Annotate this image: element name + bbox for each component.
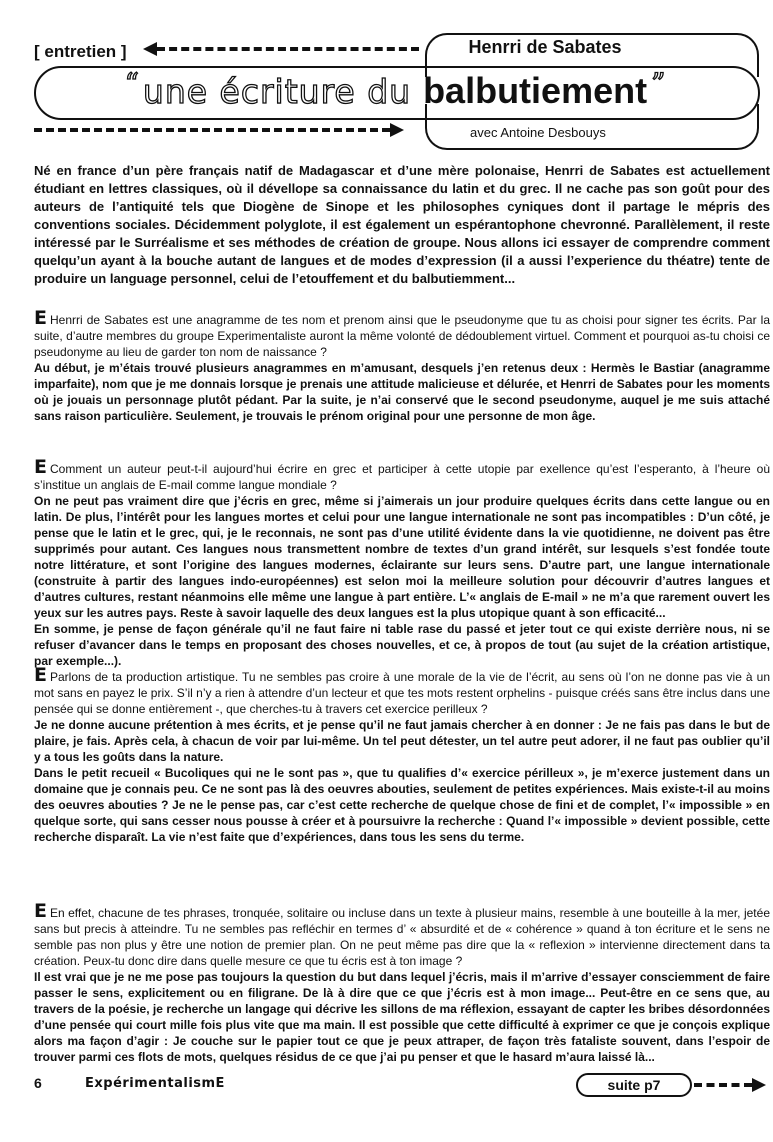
interviewer-credit: avec Antoine Desbouys xyxy=(470,125,606,140)
answer: Au début, je m’étais trouvé plusieurs anagrammes en m’amusant, desquels j’en retenus deux : Hermès le Bastiar (anagramme imparfaite), nom que je me donnais lorsque je prenais une attitude malicieuse et délurée, et Henrri de Sabates pour les moments où je jouais un personnage plutôt pédant. Par la suite, je n’ai conservé que le second pseudonyme, auquel je me suis attaché sans raison particulière. Seulement, je trouvais le prénom original pour une personne de mon âge. xyxy=(34,361,770,423)
question-text: En effet, chacune de tes phrases, tronquée, solitaire ou incluse dans un texte à plusieur mains, resemble à une bouteille à la mer, jetée sans but precis à atteindre. Tu ne sembles pas refléchir en termes d’ « absurdité et de « cohérence » quand à ton écriture et le sens ne semble pas non plus y être une notion de premier plan. On ne peut même pas dire que la « reflexion » intervienne directement dans ta création. Peux-tu donc dire dans quelle mesure ce que tu écris est à ton image ? xyxy=(34,906,770,968)
qa-section-3 xyxy=(34,664,770,845)
author-name: Henrri de Sabates xyxy=(468,37,622,57)
arrow-left-icon xyxy=(143,42,157,56)
title-quote-open: “ xyxy=(124,66,139,100)
magazine-name: ExpérimentalismE xyxy=(85,1076,225,1091)
title-outline-text: une écriture du xyxy=(142,71,412,111)
dashed-divider xyxy=(694,1083,752,1087)
qa-section-1 xyxy=(34,307,770,424)
answer: Il est vrai que je ne me pose pas toujours la question du but dans lequel j’écris, mais il m’arrive d’essayer consciemment de faire passer le sens, explicitement ou en filigrane. De là à dire que ce que j’écris est à mon image... Peut-être en ce sens que, au travers de la poésie, je recherche un langage qui décrive les sillons de ma réflexion, essayant de capter les bribes désordonnées d’une pensée qui court mille fois plus vite que ma main. Il est possible que cette difficulté à exprimer ce que je conçois explique alors ma façon d’agir : Je couche sur le papier tout ce que je peux attraper, de façon très fataliste souvent, dans l’espoir de trouver parmi ces flots de mots, quelques résidus de ce que j’ai pu penser et que le hasard m’aura laissé là... xyxy=(34,970,770,1064)
answer-continued: Dans le petit recueil « Bucoliques qui ne le sont pas », que tu qualifies d’« exercice périlleux », je m’exerce justement dans un domaine que je connais peu. Ce ne sont pas là des oeuvres abouties, seulement de petites expériences. Mais existe-t-il au moins des oeuvres abouties ? Je ne le pense pas, car c’est cette recherche de quelque chose de fini et de complet, l’« impossible » en quelque sorte, qui sans cesser nous pousse à créer et à poursuivre la recherche : Quand l’« impossible » devient possible, cette recherche disparaît. La vie n’est faite que d’expériences, dans tous les sens du terme. xyxy=(34,766,770,844)
qa-section-2 xyxy=(34,456,770,669)
answer-continued: En somme, je pense de façon générale qu’il ne faut faire ni table rase du passé et jeter tout ce qui existe derrière nous, ni se refuser d’avancer dans le temps en proposant des choses nouvelles, et ce, à propos de tout (au sujet de la création artistique, par exemple...). xyxy=(34,622,770,668)
dashed-divider xyxy=(34,128,390,132)
arrow-right-icon xyxy=(390,123,404,137)
dashed-divider xyxy=(157,47,419,51)
intro-paragraph: Né en france d’un père français natif de Madagascar et d’une mère polonaise, Henrri de Sabates est actuellement étudiant en lettres classiques, où il dévellope sa connaissance du latin et du grec. Il ne cache pas son goût pour des auteurs de l’antiquité tels que Diogène de Sinope et les philosophes cyniques dont il partage le mépris des conventions sociales. Décidemment polyglote, il est également un espérantophone chevronné. Parallèlement, il reste intéressé par le Surréalisme et ses méthodes de création de groupe. Nous allons ici essayer de comprendre comment quelqu’un ayant à la bouche autant de langues et de modes d’expression (il a aussi l’experience du théatre) tente de produire un language personnel, celui de l’etouffement et du balbutiemment... xyxy=(34,163,770,286)
title-quote-close: ” xyxy=(651,66,666,100)
e-marker-icon: E xyxy=(34,307,47,329)
e-marker-icon: E xyxy=(34,664,47,686)
qa-section-4 xyxy=(34,900,770,1065)
answer: Je ne donne aucune prétention à mes écrits, et je pense qu’il ne faut jamais chercher à en donner : Je ne fais pas dans le but de plaire, je fais. Après cela, à chacun de voir par lui-même. Un tel peut détester, un tel autre peut adorer, il ne faut pas oublier qu’il y a tous les goûts dans la nature. xyxy=(34,718,770,764)
answer: On ne peut pas vraiment dire que j’écris en grec, même si j’aimerais un jour produire quelques écrits dans cette langue ou en latin. De plus, l’intérêt pour les langues mortes et celui pour une langue internationale ne sont pas incompatibles : D’un côté, je pense que le latin et le grec, qui, je le reconnais, ne sont pas d’une utilité évidente dans la vie quotidienne, ne doivent pas être supprimés pour autant. Ces langues nous transmettent nombre de textes d’un grand intérêt, sur lesquels s’est fondée toute notre littérature, et sont l’origine des langues modernes, éclairante sur leurs sens. D’autre part, une langue internationale (construite à partir des langues indo-européennes) est selon moi la meilleure solution pour découvrir d’autres langues et d’autres cultures, restant néanmoins elle même une langue à part entière. L’« anglais de E-mail » ne m’a que rarement ouvert les yeux sur les autres pays. Reste à savoir laquelle des deux langues est la plus utopique quant à son efficacité... xyxy=(34,494,770,620)
page-number: 6 xyxy=(34,1075,42,1091)
section-tag: [ entretien ] xyxy=(34,42,127,61)
question xyxy=(34,664,770,717)
question-text: Parlons de ta production artistique. Tu ne sembles pas croire à une morale de la vie de l’écrit, au sens où l’on ne donne pas vie à un mot sans en payez le prix. S’il n’y a rien à attendre d’un lecteur et que tes mots restent orphelins - puisque créés sans être inclus dans une pensée qui se donne entièrement -, que cherches-tu à travers cet exercice perilleux ? xyxy=(34,670,770,716)
question-text: Henrri de Sabates est une anagramme de tes nom et prenom ainsi que le pseudonyme que tu as choisi pour signer tes écrits. Par la suite, d’autre membres du groupe Experimentaliste auront la même volonté de dédoublement virtuel. Comment et pourquoi as-tu choisi ce pseudonyme au lieu de garder ton nom de naissance ? xyxy=(34,313,770,359)
question xyxy=(34,307,770,360)
arrow-right-icon xyxy=(752,1078,766,1092)
e-marker-icon: E xyxy=(34,900,47,922)
question xyxy=(34,456,770,493)
e-marker-icon: E xyxy=(34,456,47,478)
question-text: Comment un auteur peut-t-il aujourd’hui écrire en grec et participer à cette utopie par exellence qu’est l’esperanto, à l’heure où s’institue un anglais de E-mail comme langue mondiale ? xyxy=(34,462,770,492)
continued-badge: suite p7 xyxy=(576,1073,692,1097)
question xyxy=(34,900,770,969)
title-bold-text: balbutiement xyxy=(423,70,648,111)
